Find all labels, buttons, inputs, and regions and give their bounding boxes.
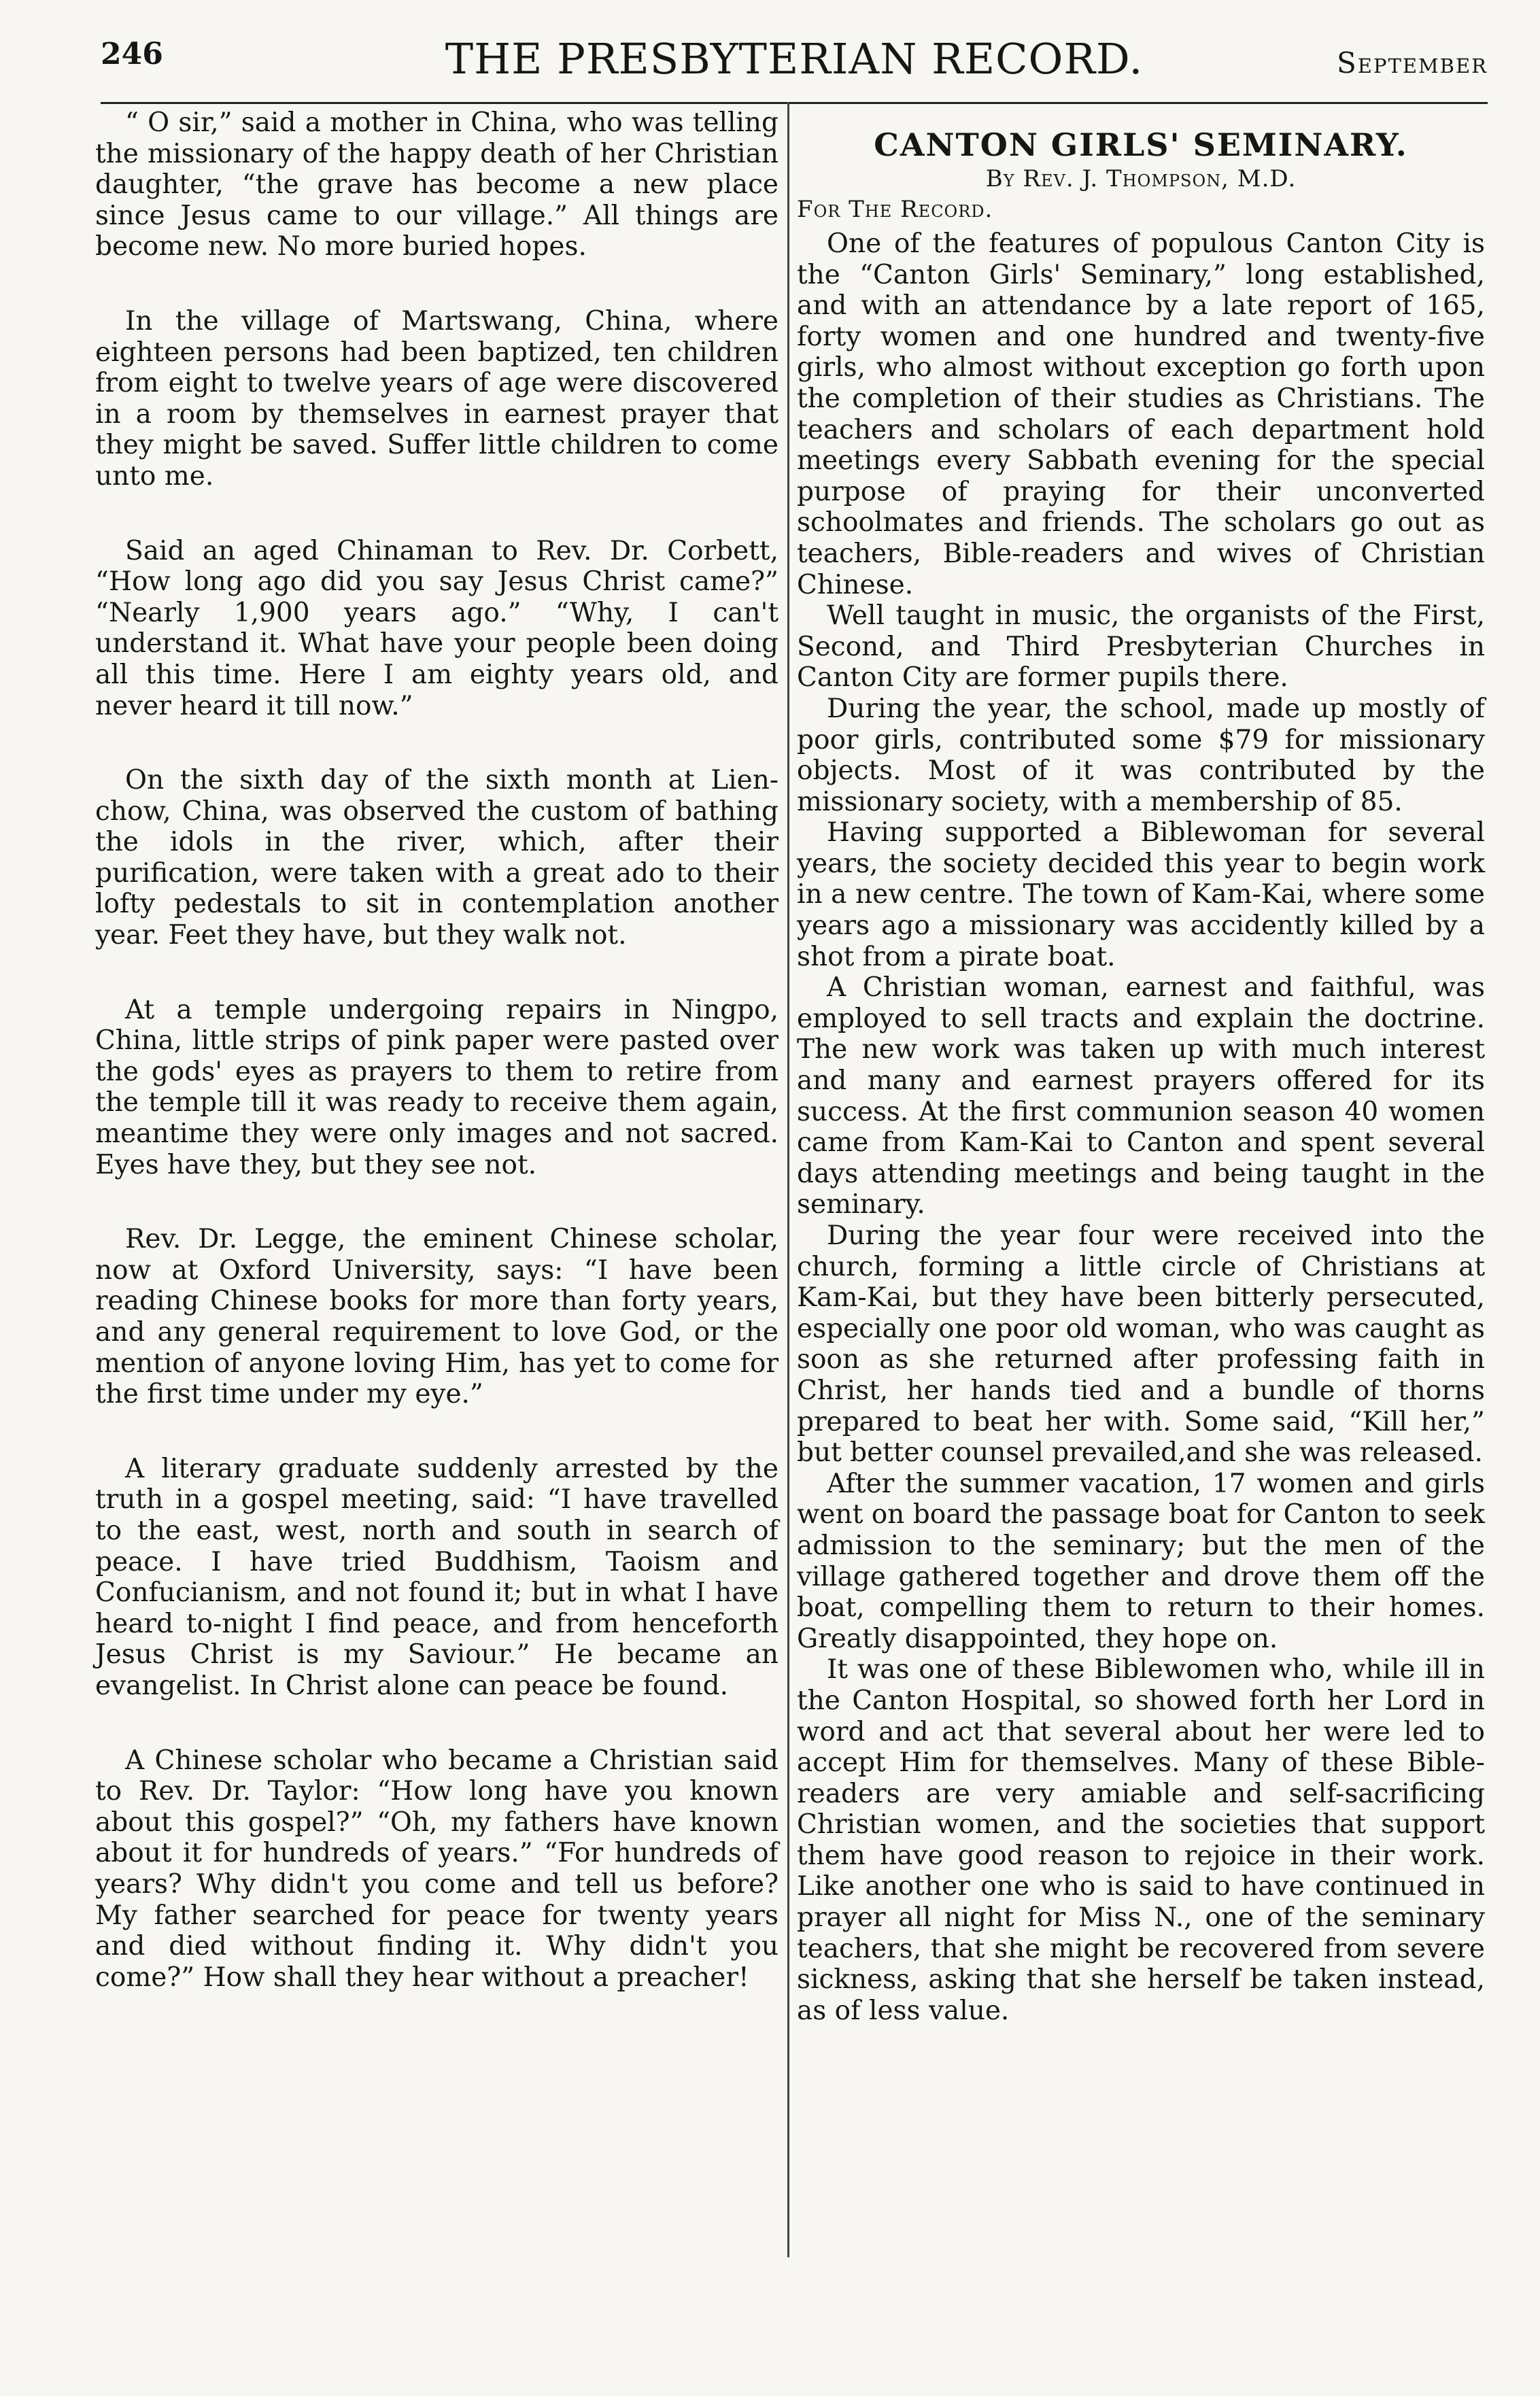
news-item-mother-in-china: “ O sir,” said a mother in China, who was telling the missionary of the happy death of her Christian daughter, “the grave has become a new place since Jesus came to our village.” All things are become new. No more buried hopes. [95,107,778,262]
article-paragraph: After the summer vacation, 17 women and girls went on board the passage boat for Canton to seek admission to the seminary; but the men of the village gathered together and drove them off the boat, compelling them to return to their homes. Greatly disappointed, they hope on. [797,1468,1485,1654]
header-rule [101,102,1488,104]
article-paragraph: A Christian woman, earnest and faithful, was employed to sell tracts and explain the doctrine. The new work was taken up with much interest and many and earnest prayers offered for its success. At the first communion season 40 women came from Kam-Kai to Canton and spent several days attending meetings and being taught in the seminary. [797,972,1485,1220]
news-item-aged-chinaman: Said an aged Chinaman to Rev. Dr. Corbett, “How long ago did you say Jesus Christ came?” “Nearly 1,900 years ago.” “Why, I can't understand it. What have your people been doing all this time. Here I am eighty years old, and never heard it till now.” [95,535,778,721]
news-item-dr-legge: Rev. Dr. Legge, the eminent Chinese scholar, now at Oxford University, says: “I have been reading Chinese books for more than forty years, and any general requirement to love God, or the mention of anyone loving Him, has yet to come for the first time under my eye.” [95,1224,778,1410]
left-column [95,107,778,2036]
column-divider [787,102,789,2257]
article-paragraph: During the year four were received into the church, forming a little circle of Christians at Kam-Kai, but they have been bitterly persecuted, especially one poor old woman, who was caught as soon as she returned after professing faith in Christ, her hands tied and a bundle of thorns prepared to beat her with. Some said, “Kill her,” but better counsel prevailed,and she was released. [797,1220,1485,1469]
right-column [797,107,1485,2026]
article-title: CANTON GIRLS' SEMINARY. [874,126,1408,163]
news-item-lien-chow: On the sixth day of the sixth month at Lien-chow, China, was observed the custom of bathing the idols in the river, which, after their purification, were taken with a great ado to their lofty pedestals to sit in contemplation another year. Feet they have, but they walk not. [95,765,778,951]
article-paragraph: Well taught in music, the organists of the First, Second, and Third Presbyterian Churches in Canton City are former pupils there. [797,600,1485,694]
article-paragraph: It was one of these Biblewomen who, while ill in the Canton Hospital, so showed forth her Lord in word and act that several about her were led to accept Him for themselves. Many of these Bible-readers are very amiable and self-sacrificing Christian women, and the societies that support them have good reason to rejoice in their work. Like another one who is said to have continued in prayer all night for Miss N., one of the seminary teachers, that she might be recovered from severe sickness, asking that she herself be taken instead, as of less value. [797,1654,1485,2026]
news-item-literary-graduate: A literary graduate suddenly arrested by the truth in a gospel meeting, said: “I have travelled to the east, west, north and south in search of peace. I have tried Buddhism, Taoism and Confucianism, and not found it; but in what I have heard to-night I find peace, and from henceforth Jesus Christ is my Saviour.” He became an evangelist. In Christ alone can peace be found. [95,1453,778,1701]
article-paragraph: Having supported a Biblewoman for several years, the society decided this year to begin work in a new centre. The town of Kam-Kai, where some years ago a missionary was accidently killed by a shot from a pirate boat. [797,817,1485,972]
journal-title: THE PRESBYTERIAN RECORD. [445,34,1144,84]
news-item-chinese-scholar: A Chinese scholar who became a Christian said to Rev. Dr. Taylor: “How long have you known about this gospel?” “Oh, my fathers have known about it for hundreds of years.” “For hundreds of years? Why didn't you come and tell us before? My father searched for peace for twenty years and died without finding it. Why didn't you come?” How shall they hear without a preacher! [95,1745,778,1993]
news-item-martswang: In the village of Martswang, China, where eighteen persons had been baptized, ten children from eight to twelve years of age were discovered in a room by themselves in earnest prayer that they might be saved. Suffer little children to come unto me. [95,305,778,492]
article-paragraph: During the year, the school, made up mostly of poor girls, contributed some $79 for missionary objects. Most of it was contributed by the missionary society, with a membership of 85. [797,693,1485,817]
issue-month: September [1337,46,1488,80]
article-paragraph: One of the features of populous Canton City is the “Canton Girls' Seminary,” long established, and with an attendance by a late report of 165, forty women and one hundred and twenty-five girls, who almost without exception go forth upon the completion of their studies as Christians. The teachers and scholars of each department hold meetings every Sabbath evening for the special purpose of praying for their unconverted schoolmates and friends. The scholars go out as teachers, Bible-readers and wives of Christian Chinese. [797,228,1485,600]
article-byline: By Rev. J. Thompson, M.D. [985,165,1297,192]
for-the-record-label: For The Record. [797,196,993,223]
page-number: 246 [101,37,163,71]
news-item-ningpo-temple: At a temple undergoing repairs in Ningpo, China, little strips of pink paper were pasted over the gods' eyes as prayers to them to retire from the temple till it was ready to receive them again, meantime they were only images and not sacred. Eyes have they, but they see not. [95,994,778,1180]
page-header [101,27,1488,82]
